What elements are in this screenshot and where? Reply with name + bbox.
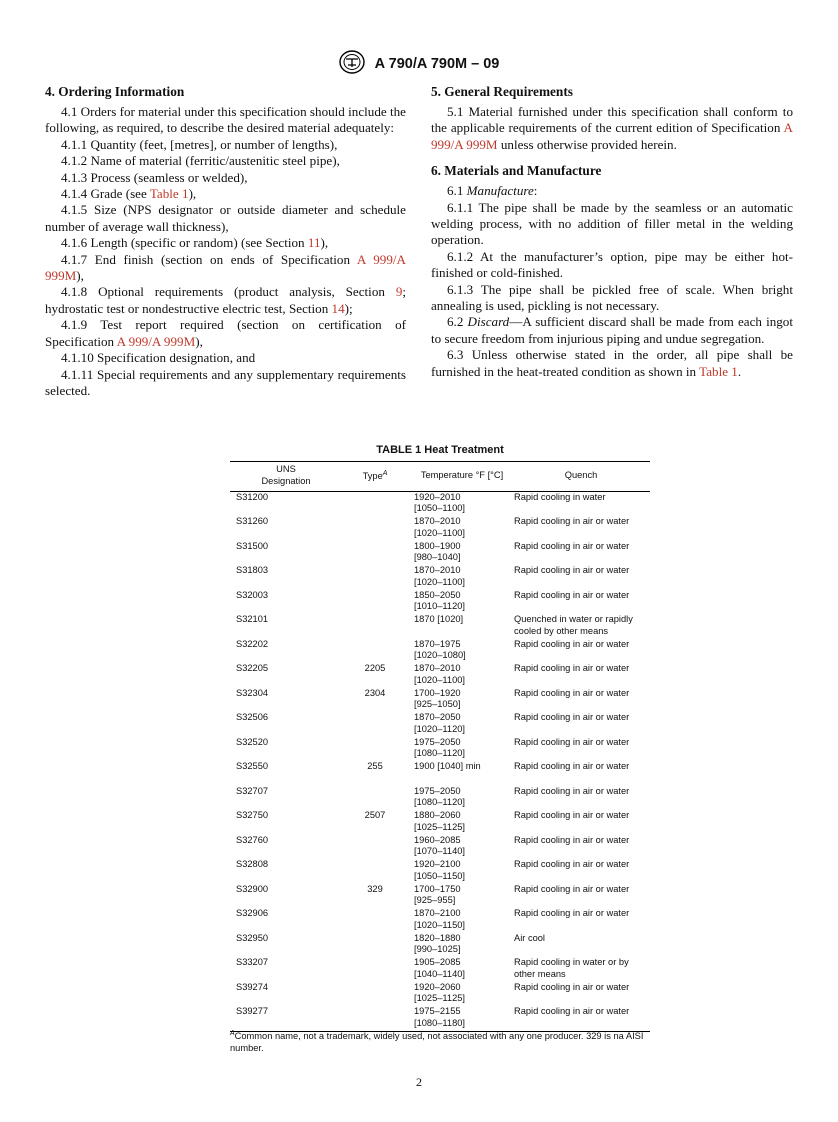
item-4-1-5: 4.1.5 Size (NPS designator or outside diameter and schedule number of average wall thickness), bbox=[45, 202, 406, 234]
cell-uns: S32550 bbox=[236, 761, 269, 772]
para-6-1: 6.1 Manufacture: bbox=[447, 183, 538, 199]
header-uns: UNS Designation bbox=[230, 462, 338, 492]
table-row bbox=[230, 810, 650, 835]
table-row bbox=[230, 908, 650, 933]
cell-temperature: 1960–2085 [1070–1140] bbox=[414, 834, 466, 857]
cell-temperature: 1870–2010 [1020–1100] bbox=[414, 516, 466, 538]
cell-temperature: 1920–2010 [1050–1100] bbox=[414, 491, 466, 514]
cell-quench: Rapid cooling in air or water bbox=[514, 981, 630, 992]
item-4-1-1: 4.1.1 Quantity (feet, [metres], or number of lengths), bbox=[61, 136, 338, 152]
para-6-1-3: 6.1.3 The pipe shall be pickled free of scale. When bright annealing is used, pickling is not necessary. bbox=[431, 281, 793, 314]
cell-type bbox=[338, 737, 412, 762]
link-a999-general[interactable]: A 999/A 999M bbox=[431, 120, 793, 152]
cell-uns: S32906 bbox=[236, 908, 269, 919]
right-column bbox=[431, 84, 793, 380]
header-temperature: Temperature °F [°C] bbox=[412, 462, 512, 492]
cell-uns: S32205 bbox=[236, 663, 269, 674]
left-column bbox=[45, 84, 406, 399]
cell-quench: Rapid cooling in air or water bbox=[514, 834, 630, 845]
cell-temperature: 1900 [1040] min bbox=[414, 761, 481, 772]
cell-temperature: 1700–1920 [925–1050] bbox=[414, 687, 461, 710]
table-row bbox=[230, 761, 650, 786]
cell-temperature: 1975–2155 [1080–1180] bbox=[412, 1006, 512, 1031]
link-table-1[interactable]: Table 1 bbox=[149, 186, 189, 202]
cell-type bbox=[338, 933, 412, 958]
para-6-1-2: 6.1.2 At the manufacturer’s option, pipe may be either hot-finished or cold-finished. bbox=[431, 248, 793, 281]
page-number: 2 bbox=[416, 1075, 422, 1089]
page-header bbox=[0, 50, 838, 78]
section-4-heading: 4. Ordering Information bbox=[45, 84, 185, 99]
cell-quench: Rapid cooling in air or water bbox=[514, 712, 630, 723]
cell-temperature: 1870–2100 [1020–1150] bbox=[414, 908, 466, 930]
table-row bbox=[230, 957, 650, 982]
heat-treatment-table bbox=[230, 461, 650, 1032]
cell-uns: S32900 bbox=[236, 883, 269, 894]
table-row bbox=[230, 516, 650, 541]
cell-uns: S32202 bbox=[236, 638, 269, 649]
table-row bbox=[230, 786, 650, 811]
table-row bbox=[230, 737, 650, 762]
cell-temperature: 1850–2050 [1010–1120] bbox=[414, 589, 466, 612]
cell-type bbox=[338, 835, 412, 860]
cell-type: 2507 bbox=[364, 810, 386, 821]
cell-temperature: 1870–2050 [1020–1120] bbox=[414, 712, 466, 734]
cell-quench: Rapid cooling in air or water bbox=[514, 687, 630, 698]
link-a999[interactable]: A 999/A 999M bbox=[45, 251, 406, 284]
para-6-1-1: 6.1.1 The pipe shall be made by the seamless or an automatic welding process, with no addition of filler metal in the welding operation. bbox=[431, 199, 793, 248]
cell-quench: Rapid cooling in air or water bbox=[514, 810, 630, 821]
cell-uns: S32750 bbox=[236, 810, 269, 821]
cell-quench: Rapid cooling in air or water bbox=[514, 540, 630, 551]
item-4-1-6: 4.1.6 Length (specific or random) (see Section 11), bbox=[61, 235, 329, 251]
cell-type bbox=[338, 982, 412, 1007]
para-4-1: 4.1 Orders for material under this specification should include the following, as required, to describe the desired material adequately: bbox=[45, 104, 406, 136]
cell-quench: Rapid cooling in air or water bbox=[514, 589, 630, 600]
table-row bbox=[230, 933, 650, 958]
cell-uns: S31803 bbox=[236, 565, 269, 576]
cell-type bbox=[338, 957, 412, 982]
table-title: TABLE 1 Heat Treatment bbox=[376, 444, 504, 456]
cell-quench: Rapid cooling in air or water bbox=[514, 883, 630, 894]
table-row bbox=[230, 639, 650, 664]
link-a999-cert[interactable]: A 999/A 999M bbox=[116, 333, 196, 349]
cell-uns: S32003 bbox=[236, 589, 269, 600]
table-row bbox=[230, 491, 650, 516]
cell-type bbox=[338, 516, 412, 541]
cell-quench: Quenched in water or rapidly cooled by other means bbox=[514, 614, 633, 636]
cell-quench: Rapid cooling in air or water bbox=[514, 908, 630, 919]
cell-uns: S32101 bbox=[236, 614, 269, 625]
item-4-1-9: 4.1.9 Test report required (section on certification of Specification A 999/A 999M), bbox=[45, 317, 406, 349]
item-4-1-7: 4.1.7 End finish (section on ends of Specification A 999/A 999M), bbox=[45, 251, 406, 284]
cell-type: 255 bbox=[367, 761, 383, 772]
cell-temperature: 1870 [1020] bbox=[414, 614, 464, 625]
cell-type bbox=[338, 614, 412, 639]
document-designation: A 790/A 790M – 09 bbox=[374, 56, 500, 72]
cell-type: 2205 bbox=[364, 663, 386, 674]
cell-type bbox=[338, 908, 412, 933]
table-row bbox=[230, 835, 650, 860]
para-6-2: 6.2 Discard—A sufficient discard shall be made from each ingot to secure freedom from injurious piping and undue segregation. bbox=[431, 314, 793, 346]
cell-temperature: 1920–2060 [1025–1125] bbox=[414, 981, 466, 1004]
table-row bbox=[230, 884, 650, 909]
cell-temperature: 1920–2100 [1050–1150] bbox=[414, 859, 466, 881]
link-section-14[interactable]: 14 bbox=[331, 300, 345, 316]
cell-quench: Rapid cooling in air or water bbox=[514, 736, 630, 747]
cell-temperature: 1975–2050 [1080–1120] bbox=[414, 736, 466, 759]
cell-quench: Rapid cooling in air or water bbox=[514, 785, 630, 796]
item-4-1-8: 4.1.8 Optional requirements (product analysis, Section 9; hydrostatic test or nondestructive electric test, Section 14); bbox=[45, 284, 406, 316]
cell-quench: Rapid cooling in air or water bbox=[514, 859, 630, 870]
cell-quench: Rapid cooling in air or water bbox=[512, 1006, 650, 1031]
cell-type bbox=[338, 786, 412, 811]
table-header-row bbox=[230, 462, 650, 492]
link-section-11[interactable]: 11 bbox=[307, 235, 321, 251]
item-4-1-10: 4.1.10 Specification designation, and bbox=[61, 350, 256, 366]
header-quench: Quench bbox=[512, 462, 650, 492]
table-row bbox=[230, 590, 650, 615]
cell-uns: S33207 bbox=[236, 957, 269, 968]
cell-quench: Rapid cooling in water bbox=[514, 491, 606, 502]
cell-uns: S31500 bbox=[236, 540, 269, 551]
link-section-9[interactable]: 9 bbox=[395, 284, 403, 300]
cell-uns: S32304 bbox=[236, 687, 269, 698]
cell-quench: Rapid cooling in air or water bbox=[514, 638, 630, 649]
table-footnote: $^A$Common name, not a trademark, widely used, not associated with any one producer. 329 is na AISI number. bbox=[230, 1030, 644, 1053]
cell-uns: S32760 bbox=[236, 834, 269, 845]
cell-temperature: 1800–1900 [980–1040] bbox=[414, 540, 461, 563]
cell-temperature: 1905–2085 [1040–1140] bbox=[414, 957, 466, 979]
cell-temperature: 1870–2010 [1020–1100] bbox=[414, 663, 466, 685]
cell-temperature: 1700–1750 [925–955] bbox=[414, 883, 461, 906]
table-row bbox=[230, 565, 650, 590]
cell-quench: Rapid cooling in air or water bbox=[514, 516, 630, 527]
cell-temperature: 1870–1975 [1020–1080] bbox=[414, 638, 466, 661]
item-4-1-11: 4.1.11 Special requirements and any supplementary requirements selected. bbox=[45, 366, 406, 398]
cell-type bbox=[338, 590, 412, 615]
table-row bbox=[230, 712, 650, 737]
cell-quench: Rapid cooling in air or water bbox=[514, 565, 630, 576]
cell-temperature: 1975–2050 [1080–1120] bbox=[414, 785, 466, 808]
link-table-1-b[interactable]: Table 1 bbox=[699, 363, 738, 379]
cell-temperature: 1870–2010 [1020–1100] bbox=[414, 565, 466, 587]
cell-type bbox=[338, 712, 412, 737]
table-row bbox=[230, 663, 650, 688]
cell-type bbox=[338, 639, 412, 664]
table-row bbox=[230, 859, 650, 884]
cell-uns: S31200 bbox=[236, 491, 269, 502]
cell-quench: Rapid cooling in water or by other means bbox=[514, 957, 629, 979]
cell-uns: S39274 bbox=[236, 981, 269, 992]
cell-type bbox=[338, 859, 412, 884]
astm-logo-icon bbox=[339, 50, 365, 78]
table-row bbox=[230, 688, 650, 713]
header-type: Type$^A$ bbox=[338, 462, 412, 492]
cell-uns: S31260 bbox=[236, 516, 269, 527]
item-4-1-3: 4.1.3 Process (seamless or welded), bbox=[61, 169, 248, 185]
cell-quench: Rapid cooling in air or water bbox=[514, 663, 630, 674]
cell-quench: Air cool bbox=[514, 932, 546, 943]
cell-type: 2304 bbox=[364, 687, 386, 698]
para-6-3: 6.3 Unless otherwise stated in the order, all pipe shall be furnished in the heat-treated condition as shown in Table 1. bbox=[431, 347, 793, 379]
table-row bbox=[230, 541, 650, 566]
section-6-heading: 6. Materials and Manufacture bbox=[431, 163, 602, 179]
cell-uns: S32520 bbox=[236, 736, 269, 747]
item-4-1-4: 4.1.4 Grade (see Table 1), bbox=[61, 186, 197, 202]
cell-uns: S32506 bbox=[236, 712, 269, 723]
cell-uns: S32808 bbox=[236, 859, 269, 870]
para-5-1: 5.1 Material furnished under this specification shall conform to the applicable requirements of the current edition of Specification A 999/A 999M unless otherwise provided herein. bbox=[431, 104, 793, 152]
cell-uns: S39277 bbox=[230, 1006, 338, 1031]
cell-type bbox=[338, 491, 412, 516]
table-row bbox=[230, 982, 650, 1007]
cell-quench: Rapid cooling in air or water bbox=[514, 761, 630, 772]
table-row bbox=[230, 614, 650, 639]
cell-uns: S32707 bbox=[236, 785, 269, 796]
section-5-heading: 5. General Requirements bbox=[431, 84, 573, 99]
cell-uns: S32950 bbox=[236, 932, 269, 943]
cell-temperature: 1820–1880 [990–1025] bbox=[414, 932, 461, 955]
item-4-1-2: 4.1.2 Name of material (ferritic/austenitic steel pipe), bbox=[61, 153, 340, 169]
cell-type: 329 bbox=[367, 883, 383, 894]
cell-type bbox=[338, 565, 412, 590]
cell-temperature: 1880–2060 [1025–1125] bbox=[414, 810, 466, 832]
cell-type bbox=[338, 541, 412, 566]
